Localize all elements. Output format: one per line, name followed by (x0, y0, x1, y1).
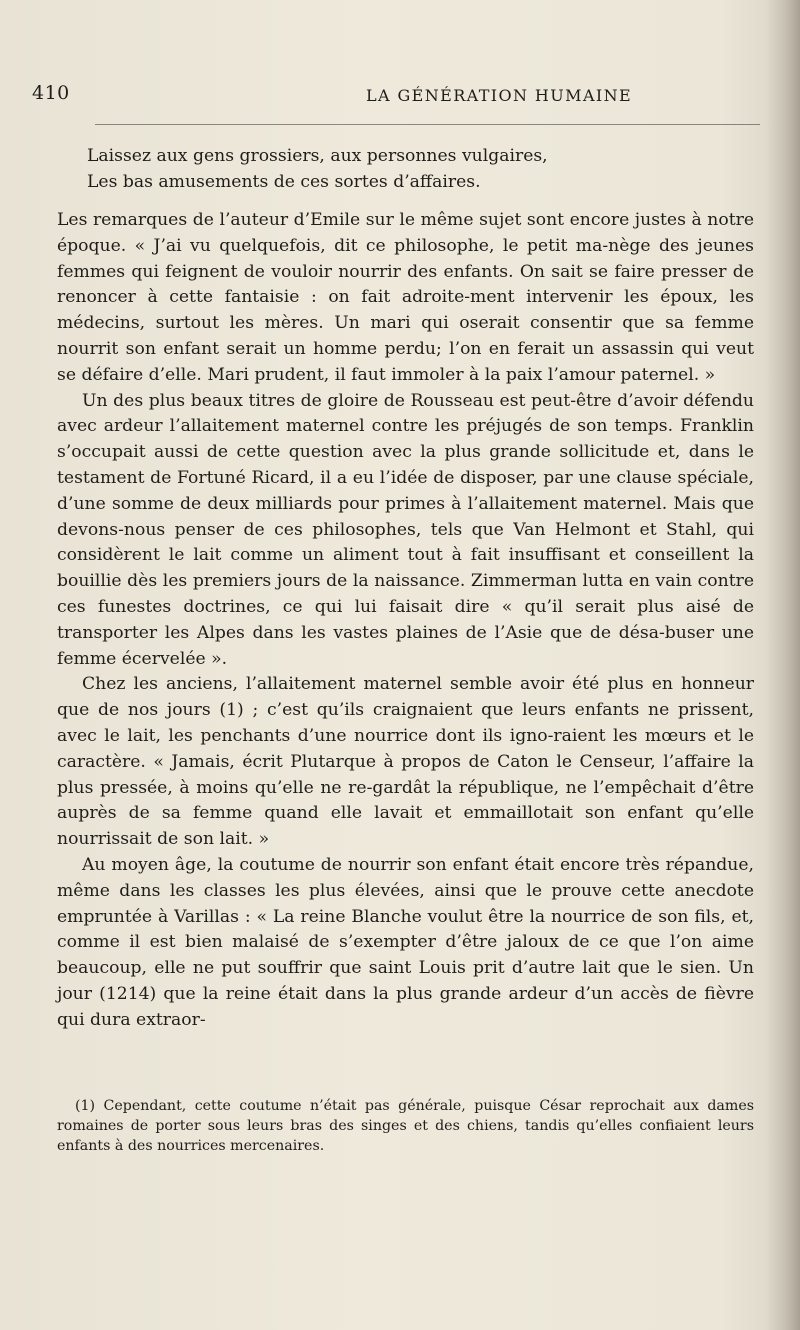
paragraph: Un des plus beaux titres de gloire de Rousseau est peut-être d’avoir défendu avec ardeur l’allaitement maternel contre les préjugés de son temps. Franklin s’occupait aussi de cette question avec la plus grande sollicitude et, dans le testament de Fortuné Ricard, il a eu l’idée de disposer, par une clause spéciale, d’une somme de deux milliards pour primes à l’allaitement maternel. Mais que devons-nous penser de ces philosophes, tels que Van Helmont et Stahl, qui considèrent le lait comme un aliment tout à fait insuffisant et conseillent la bouillie dès les premiers jours de la naissance. Zimmerman lutta en vain contre ces funestes doctrines, ce qui lui faisait dire « qu’il serait plus aisé de transporter les Alpes dans les vastes plaines de l’Asie que de désa-buser une femme écervelée ». (57, 390, 754, 669)
verse-quotation (87, 143, 747, 195)
main-text (57, 208, 754, 1034)
footnote: (1) Cependant, cette coutume n’était pas générale, puisque César reprochait aux dames romaines de porter sous leurs bras des singes et des chiens, tandis qu’elles confiaient leurs enfants à des nourrices mercenaires. (57, 1098, 754, 1154)
page-number: 410 (32, 82, 70, 104)
verse-line: Laissez aux gens grossiers, aux personnes vulgaires, (87, 146, 548, 166)
page-header (32, 82, 772, 114)
paragraph: Les remarques de l’auteur d’Emile sur le même sujet sont encore justes à notre époque. « J’ai vu quelquefois, dit ce philosophe, le petit ma-nège des jeunes femmes qui feignent de vouloir nourrir des enfants. On sait se faire presser de renoncer à cette fantaisie : on fait adroite-ment intervenir les époux, les médecins, surtout les mères. Un mari qui oserait consentir que sa femme nourrit son enfant serait un homme perdu; l’on en ferait un assassin qui veut se défaire d’elle. Mari prudent, il faut immoler à la paix l’amour paternel. » (57, 210, 754, 385)
page-edge-shadow (766, 0, 800, 1330)
paragraph: Chez les anciens, l’allaitement maternel semble avoir été plus en honneur que de nos jours (1) ; c’est qu’ils craignaient que leurs enfants ne prissent, avec le lait, les penchants d’une nourrice dont ils igno-raient les mœurs et le caractère. « Jamais, écrit Plutarque à propos de Caton le Censeur, l’affaire la plus pressée, à moins qu’elle ne re-gardât la république, ne l’empêchait d’être auprès de sa femme quand elle lavait et emmaillotait son enfant qu’elle nourrissait de son lait. » (57, 674, 754, 850)
header-rule (95, 124, 760, 125)
verse-line: Les bas amusements de ces sortes d’affaires. (87, 172, 481, 192)
running-head: LA GÉNÉRATION HUMAINE (366, 86, 633, 105)
paragraph: Au moyen âge, la coutume de nourrir son enfant était encore très répandue, même dans les classes les plus élevées, ainsi que le prouve cette anecdote empruntée à Varillas : « La reine Blanche voulut être la nourrice de son fils, et, comme il est bien malaisé de s’exempter d’être jaloux de ce que l’on aime beaucoup, elle ne put souffrir que saint Louis prit d’autre lait que le sien. Un jour (1214) que la reine était dans la plus grande ardeur d’un accès de fièvre qui dura extraor- (57, 854, 754, 1030)
